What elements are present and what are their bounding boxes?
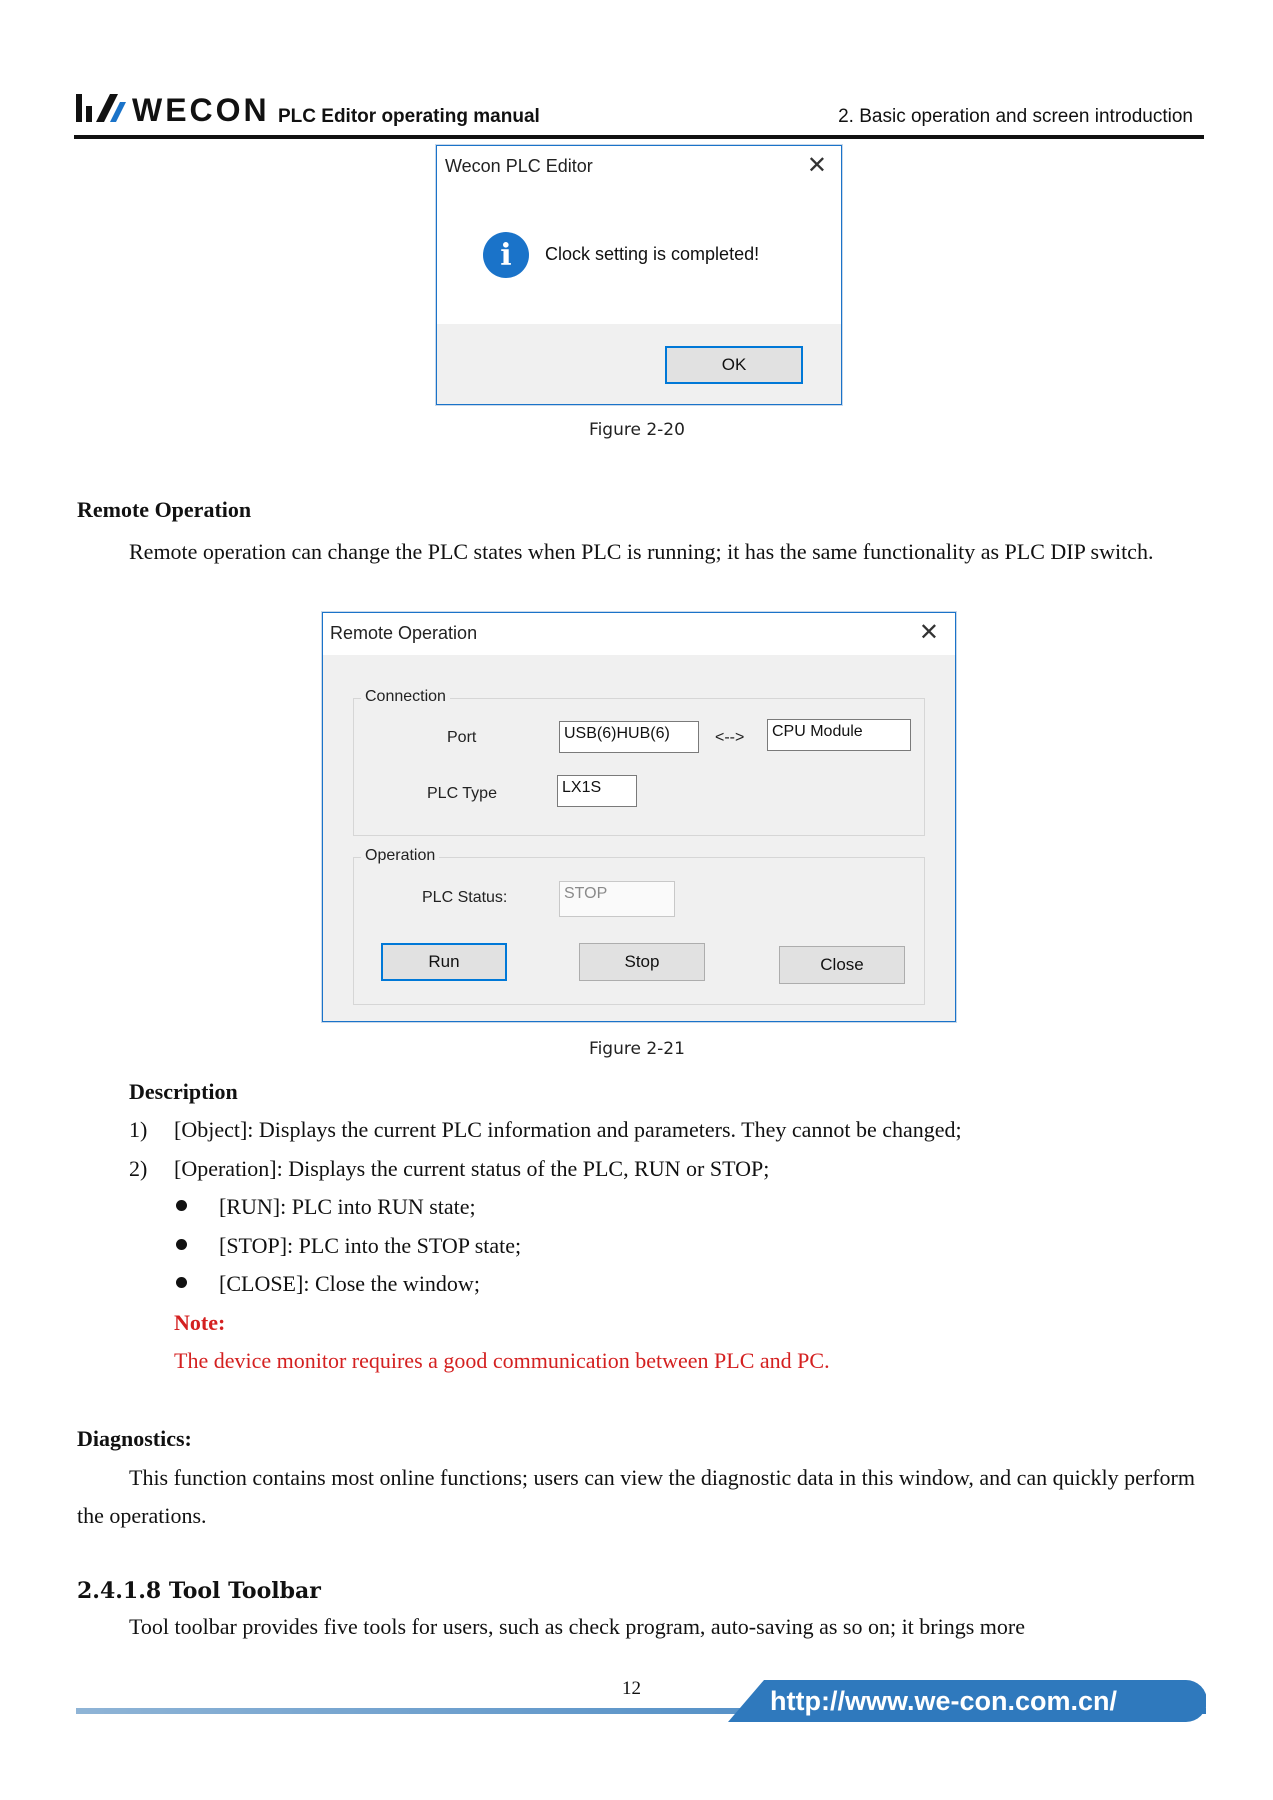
bullet-item-stop: [STOP]: PLC into the STOP state; [219,1233,522,1258]
diagnostics-heading: Diagnostics: [77,1426,192,1451]
figure-caption: Figure 2-21 [589,1039,685,1059]
chapter-title: 2. Basic operation and screen introduction [838,106,1193,127]
diagnostics-paragraph: This function contains most online functions; users can view the diagnostic data in this window, and can quickly perform the operations. [77,1465,1195,1528]
tool-toolbar-heading: 2.4.1.8 Tool Toolbar [77,1578,321,1604]
note-text: The device monitor requires a good communication between PLC and PC. [174,1348,830,1373]
plc-status-field: STOP [559,881,675,917]
clock-dialog [436,145,842,405]
header-rule [74,135,1204,139]
plc-status-label: PLC Status: [422,889,508,906]
close-button[interactable]: Close [779,946,905,984]
dialog-message: Clock setting is completed! [545,244,760,264]
close-icon[interactable]: ✕ [918,619,939,646]
bullet-icon [176,1239,187,1250]
bullet-item-close: [CLOSE]: Close the window; [219,1271,480,1296]
note-label: Note: [174,1310,226,1335]
remote-operation-dialog [322,612,956,1022]
description-heading: Description [129,1079,238,1104]
connection-label: Connection [361,688,450,706]
list-item-number: 2) [129,1156,148,1181]
run-button[interactable]: Run [381,943,507,981]
figure-caption: Figure 2-20 [589,420,685,440]
section-heading-remote-operation: Remote Operation [77,497,252,522]
bullet-item-run: [RUN]: PLC into RUN state; [219,1194,476,1219]
close-icon[interactable]: ✕ [806,152,827,179]
bullet-icon [176,1277,187,1288]
info-icon: i [483,232,529,278]
dialog-title: Remote Operation [330,623,478,643]
cpu-module-field[interactable]: CPU Module [767,719,911,751]
list-item-number: 1) [129,1117,148,1142]
port-field[interactable]: USB(6)HUB(6) [559,721,699,753]
operation-label: Operation [361,847,439,865]
port-label: Port [447,729,477,746]
page-number: 12 [622,1678,641,1699]
plc-type-field[interactable]: LX1S [557,775,637,807]
bullet-icon [176,1200,187,1211]
footer-url-banner [728,1680,1206,1722]
manual-title: PLC Editor operating manual [278,106,540,127]
wecon-logo [76,88,272,128]
list-item: [Operation]: Displays the current status of the PLC, RUN or STOP; [174,1156,770,1181]
remote-operation-paragraph: Remote operation can change the PLC states when PLC is running; it has the same functionality as PLC DIP switch. [129,539,1154,564]
stop-button[interactable]: Stop [579,943,705,981]
list-item: [Object]: Displays the current PLC information and parameters. They cannot be changed; [174,1117,962,1142]
arrow-label: <--> [715,729,745,746]
tool-toolbar-paragraph: Tool toolbar provides five tools for users, such as check program, auto-saving as so on; it brings more [129,1614,1025,1639]
dialog-title: Wecon PLC Editor [445,156,593,176]
footer-url: http://www.we-con.com.cn/ [770,1686,1118,1716]
ok-button[interactable]: OK [665,346,803,384]
logo-text: WECON [132,92,270,128]
plc-type-label: PLC Type [427,785,497,802]
